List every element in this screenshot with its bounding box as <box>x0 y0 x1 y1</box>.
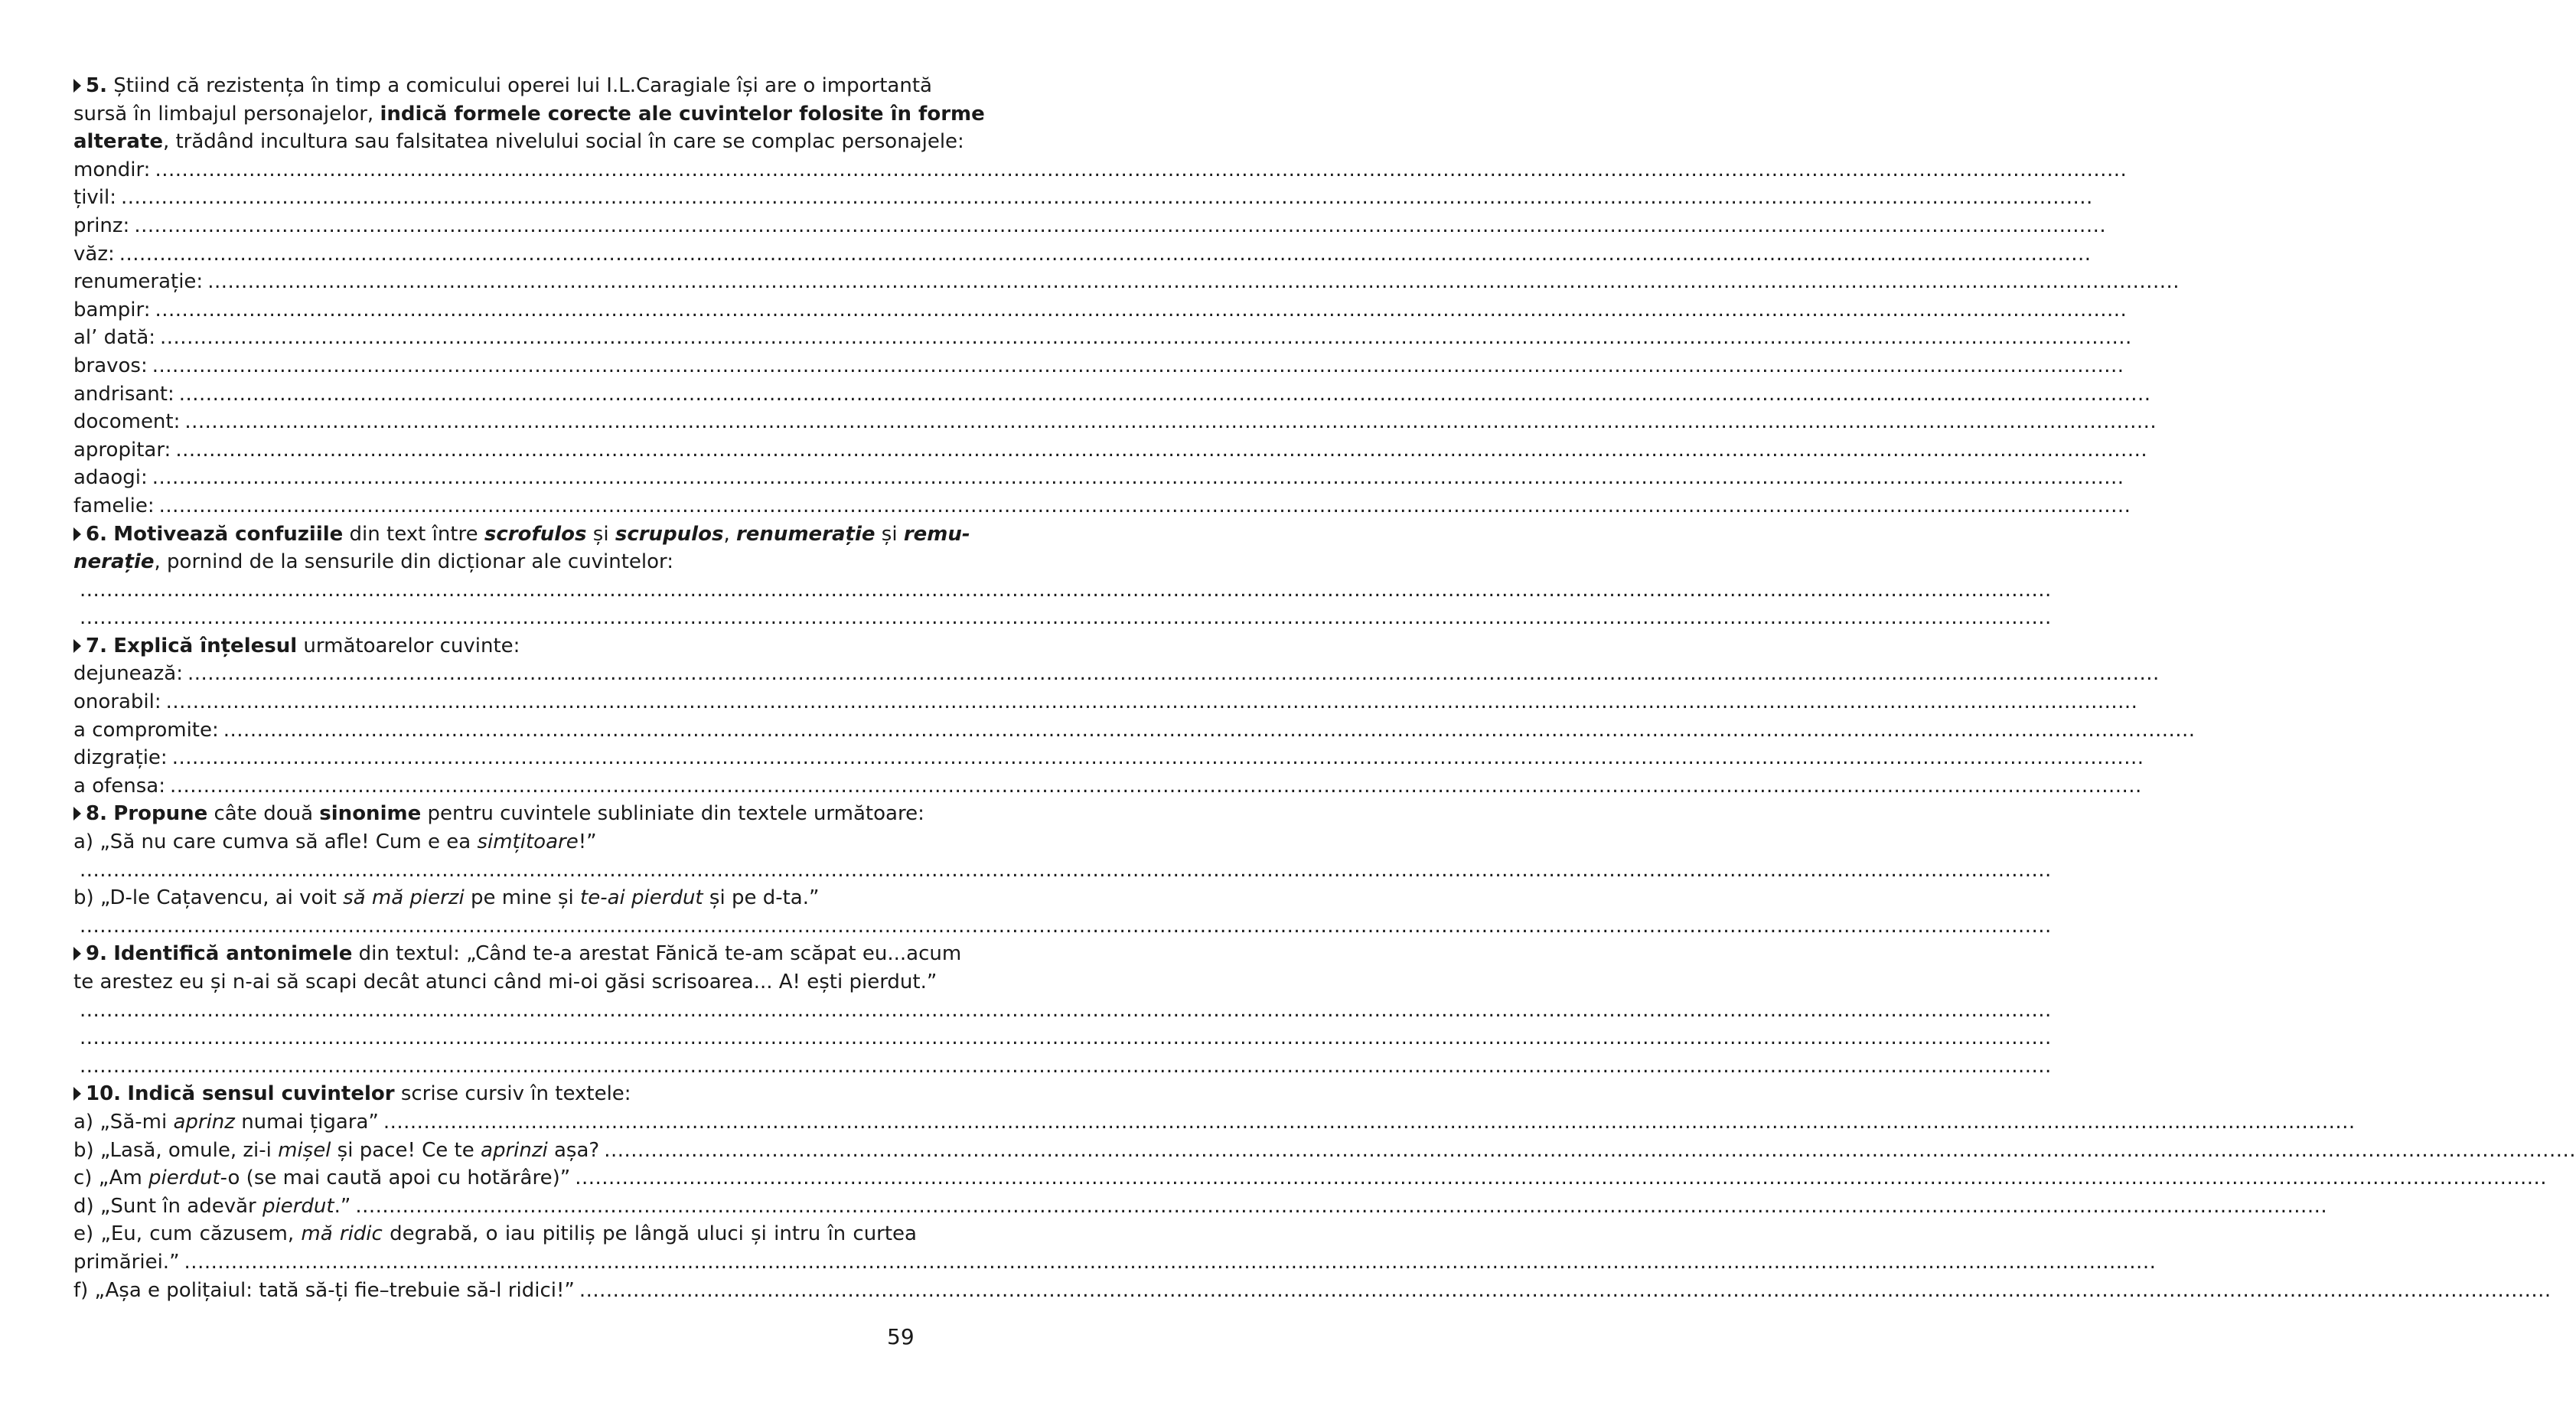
ex5-answer-line[interactable]: bravos: ..... <box>73 352 917 380</box>
ex5-answer-line[interactable]: prinz: ..... <box>73 212 917 240</box>
ex9-answer-line[interactable] <box>73 1024 917 1052</box>
ex8-answer-line[interactable] <box>73 856 917 885</box>
bullet-arrow-icon <box>73 527 81 541</box>
ex7-answer-line[interactable]: dejunează: ..... <box>73 660 917 688</box>
ex5-answer-line[interactable]: famelie: ..... <box>73 492 917 520</box>
bullet-arrow-icon <box>73 807 81 821</box>
ex10-item-b[interactable]: b) „Lasă, omule, zi-i mișel și pace! Ce te aprinzi așa? ..... <box>73 1137 917 1165</box>
ex10-item-d[interactable]: d) „Sunt în adevăr pierdut.” ..... <box>73 1193 917 1221</box>
ex5-answer-line[interactable]: bampir: ..... <box>73 296 917 325</box>
ex9-line-2: te arestez eu și n-ai să scapi decât atunci când mi-oi găsi scrisoarea... A! ești pierdut.” <box>73 971 937 993</box>
ex7-line-1: 7. Explică înțelesul următoarelor cuvinte: <box>73 632 917 661</box>
ex7-answer-line[interactable]: onorabil: ..... <box>73 688 917 716</box>
ex5-answer-line[interactable]: țivil: ..... <box>73 184 917 212</box>
ex7-answer-line[interactable]: dizgrație: ..... <box>73 744 917 772</box>
ex6-line-2: nerație, pornind de la sensurile din dicționar ale cuvintelor: <box>73 550 674 574</box>
ex5-line-3: alterate, trădând incultura sau falsitatea nivelului social în care se complac personajele: <box>73 130 964 154</box>
ex10-item-a[interactable]: a) „Să-mi aprinz numai țigara” ..... <box>73 1108 917 1137</box>
ex9-answer-line[interactable] <box>73 997 917 1025</box>
ex10-item-c[interactable]: c) „Am pierdut-o (se mai caută apoi cu hotărâre)” ..... <box>73 1164 917 1193</box>
ex5-answer-line[interactable]: adaogi: ..... <box>73 464 917 492</box>
ex5-answer-line[interactable]: andrisant: ..... <box>73 380 917 409</box>
ex5-answer-line[interactable]: apropitar: ..... <box>73 436 917 465</box>
ex9-answer-line[interactable] <box>73 1052 917 1081</box>
ex5-answer-line[interactable]: docoment: ..... <box>73 408 917 436</box>
ex8-answer-line[interactable] <box>73 912 917 941</box>
ex8-item-b: b) „D-le Cațavencu, ai voit să mă pierzi pe mine și te-ai pierdut și pe d-ta.” <box>73 886 820 910</box>
ex5-number: 5. <box>86 74 107 97</box>
ex5-line-1: 5. Știind că rezistența în timp a comicului operei lui I.L.Caragiale își are o importantă <box>73 72 917 100</box>
ex7-answer-line[interactable]: a ofensa: ..... <box>73 772 917 801</box>
ex10-line-1: 10. Indică sensul cuvintelor scrise cursiv în textele: <box>73 1080 917 1108</box>
ex5-answer-line[interactable]: al’ dată: ..... <box>73 324 917 352</box>
ex10-item-f[interactable]: f) „Așa e polițaiul: tată să-ți fie–trebuie să-l ridici!” ..... <box>73 1277 917 1305</box>
ex5-answer-line[interactable]: mondir: ..... <box>73 156 917 184</box>
ex7-answer-line[interactable]: a compromite: ..... <box>73 716 917 745</box>
page-number: 59 <box>887 1324 915 1349</box>
bullet-arrow-icon <box>73 639 81 653</box>
ex6-answer-line[interactable] <box>73 604 917 632</box>
ex8-line-1: 8. Propune câte două sinonime pentru cuvintele subliniate din textele următoare: <box>73 800 917 828</box>
ex5-answer-line[interactable]: renumerație: ..... <box>73 268 917 296</box>
ex5-line-2: sursă în limbajul personajelor, indică formele corecte ale cuvintelor folosite în forme <box>73 102 985 126</box>
ex6-answer-line[interactable] <box>73 576 917 605</box>
ex10-item-e: e) „Eu, cum căzusem, mă ridic degrabă, o iau pitiliș pe lângă uluci și intru în curtea <box>73 1222 917 1246</box>
ex6-line-1: 6. Motivează confuziile din text între scrofulos și scrupulos, renumerație și remu- <box>73 520 917 549</box>
bullet-arrow-icon <box>73 947 81 961</box>
ex9-line-1: 9. Identifică antonimele din textul: „Când te-a arestat Fănică te-am scăpat eu...acum <box>73 940 917 968</box>
bullet-arrow-icon <box>73 1087 81 1101</box>
worksheet-page <box>73 72 985 1304</box>
bullet-arrow-icon <box>73 79 81 93</box>
ex8-item-a: a) „Să nu care cumva să afle! Cum e ea simțitoare!” <box>73 830 597 854</box>
ex5-answer-line[interactable]: văz: ..... <box>73 240 917 269</box>
ex10-item-e-cont[interactable]: primăriei.” ..... <box>73 1248 917 1277</box>
